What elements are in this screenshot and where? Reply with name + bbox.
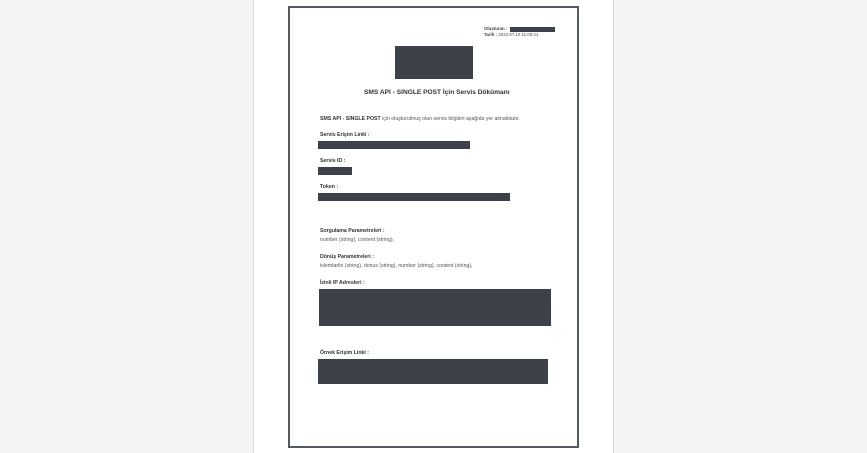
- left-margin: [0, 0, 253, 453]
- date-line: [484, 32, 538, 37]
- ip-list-redaction: [319, 289, 551, 326]
- service-id-redaction: [318, 167, 352, 175]
- token-redaction: [318, 193, 510, 201]
- query-params-value: number (string), content (string),: [320, 237, 395, 243]
- access-link-label: Servis Erişim Linki :: [320, 132, 370, 138]
- date-value: 2024.07.10 11:00:41: [498, 32, 539, 37]
- access-link-redaction: [318, 141, 470, 149]
- return-params-value: islemtarihi (string), donus (string), number (string), content (string),: [320, 263, 473, 269]
- created-by-line: [484, 26, 507, 31]
- intro-text: [320, 116, 520, 122]
- date-label: Tarih :: [484, 32, 498, 37]
- intro-rest: için oluşturulmuş olan servis bilgileri aşağıda yer almaktadır.: [380, 116, 520, 122]
- example-link-redaction: [318, 359, 548, 384]
- token-label: Token :: [320, 184, 339, 190]
- return-params-label: Dönüş Parametreleri :: [320, 254, 374, 260]
- service-id-label: Servis ID :: [320, 158, 346, 164]
- example-link-label: Örnek Erişim Linki :: [320, 350, 370, 356]
- query-params-label: Sorgulama Parametreleri :: [320, 228, 385, 234]
- right-margin: [614, 0, 867, 453]
- intro-bold: SMS API - SINGLE POST: [320, 116, 381, 122]
- logo-redaction: [395, 46, 473, 79]
- ip-list-label: İzinli IP Adresleri :: [320, 280, 365, 286]
- document-title: SMS API - SINGLE POST İçin Servis Dökümanı: [364, 89, 510, 96]
- created-by-label: Oluşturan :: [484, 26, 508, 31]
